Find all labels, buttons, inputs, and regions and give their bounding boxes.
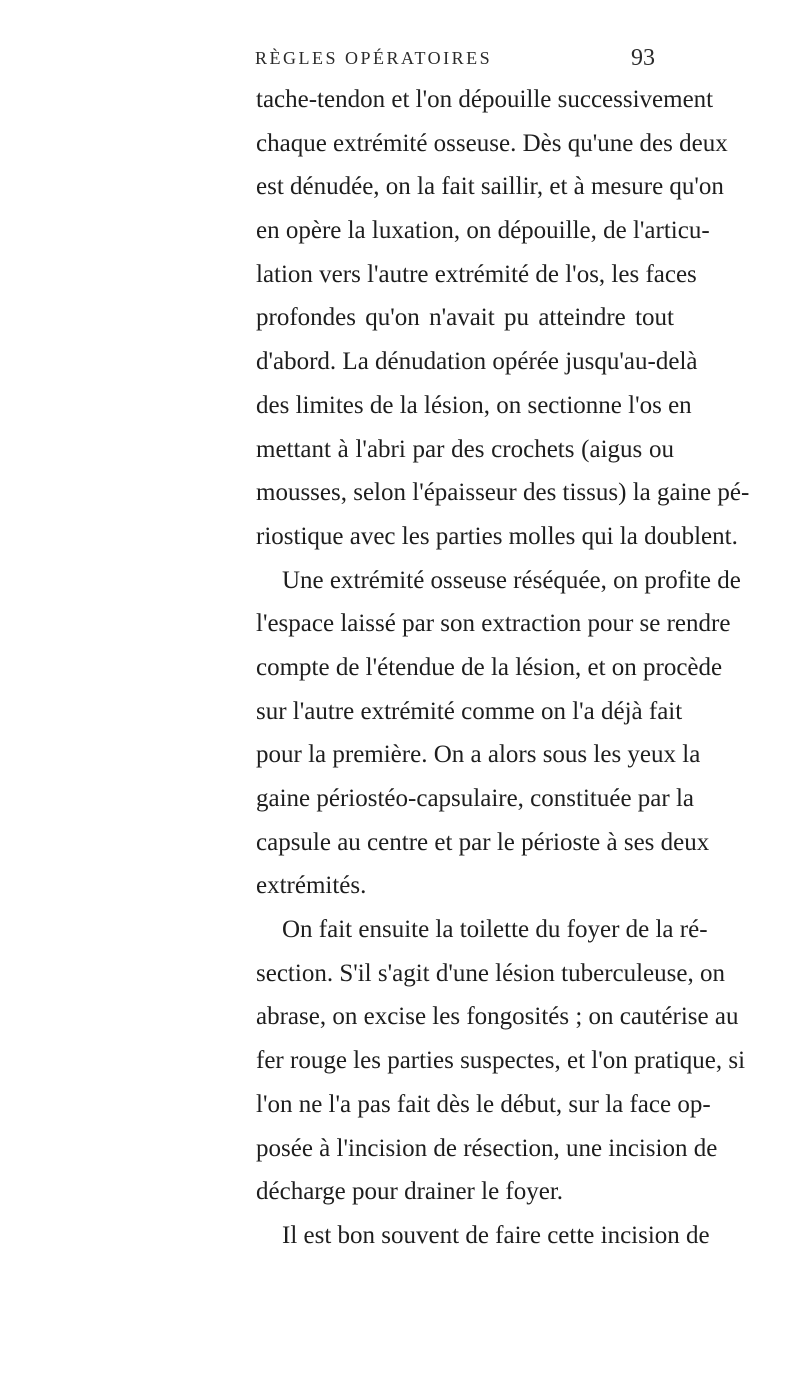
text-line: section. S'il s'agit d'une lésion tuberculeuse, on bbox=[256, 959, 725, 987]
paragraph-2 bbox=[256, 559, 741, 909]
body-text bbox=[256, 78, 750, 1258]
text-line: d'abord. La dénudation opérée jusqu'au-delà bbox=[256, 348, 698, 376]
text-line: sur l'autre extrémité comme on l'a déjà fait bbox=[256, 697, 683, 725]
text-line: décharge pour drainer le foyer. bbox=[256, 1178, 564, 1206]
text-line: en opère la luxation, on dépouille, de l'articu- bbox=[256, 217, 710, 245]
text-line: l'on ne l'a pas fait dès le début, sur la face op- bbox=[256, 1090, 711, 1118]
text-line: lation vers l'autre extrémité de l'os, les faces bbox=[256, 260, 697, 288]
text-line: des limites de la lésion, on sectionne l'os en bbox=[256, 391, 692, 419]
paragraph-3 bbox=[256, 908, 746, 1214]
paragraph-1 bbox=[256, 78, 750, 559]
text-line: compte de l'étendue de la lésion, et on procède bbox=[256, 653, 723, 681]
text-line: On fait ensuite la toilette du foyer de la ré- bbox=[282, 916, 708, 944]
paragraph-4 bbox=[256, 1214, 710, 1258]
text-line: chaque extrémité osseuse. Dès qu'une des deux bbox=[256, 129, 728, 157]
text-line: fer rouge les parties suspectes, et l'on pratique, si bbox=[256, 1047, 746, 1075]
text-line: tache-tendon et l'on dépouille successivement bbox=[256, 86, 714, 113]
text-line: l'espace laissé par son extraction pour se rendre bbox=[256, 610, 731, 638]
text-line: Il est bon souvent de faire cette incision de bbox=[282, 1221, 710, 1249]
text-line: profondes qu'on n'avait pu atteindre tout bbox=[256, 304, 674, 332]
text-line: capsule au centre et par le périoste à ses deux bbox=[256, 828, 710, 856]
text-line: est dénudée, on la fait saillir, et à mesure qu'on bbox=[256, 173, 724, 201]
running-head bbox=[255, 45, 655, 78]
text-line: mousses, selon l'épaisseur des tissus) la gaine pé- bbox=[256, 479, 750, 507]
page-number: 93 bbox=[631, 45, 655, 71]
text-line: extrémités. bbox=[256, 872, 367, 900]
text-line: pour la première. On a alors sous les yeux la bbox=[256, 741, 701, 769]
text-line: posée à l'incision de résection, une incision de bbox=[256, 1134, 718, 1162]
running-title: RÈGLES OPÉRATOIRES bbox=[255, 48, 493, 68]
text-line: mettant à l'abri par des crochets (aigus ou bbox=[256, 435, 674, 463]
text-line: Une extrémité osseuse réséquée, on profite de bbox=[282, 566, 741, 594]
text-line: gaine périostéo-capsulaire, constituée par la bbox=[256, 785, 695, 812]
text-line: riostique avec les parties molles qui la doublent. bbox=[256, 522, 738, 550]
text-line: abrase, on excise les fongosités ; on cautérise au bbox=[256, 1003, 739, 1031]
